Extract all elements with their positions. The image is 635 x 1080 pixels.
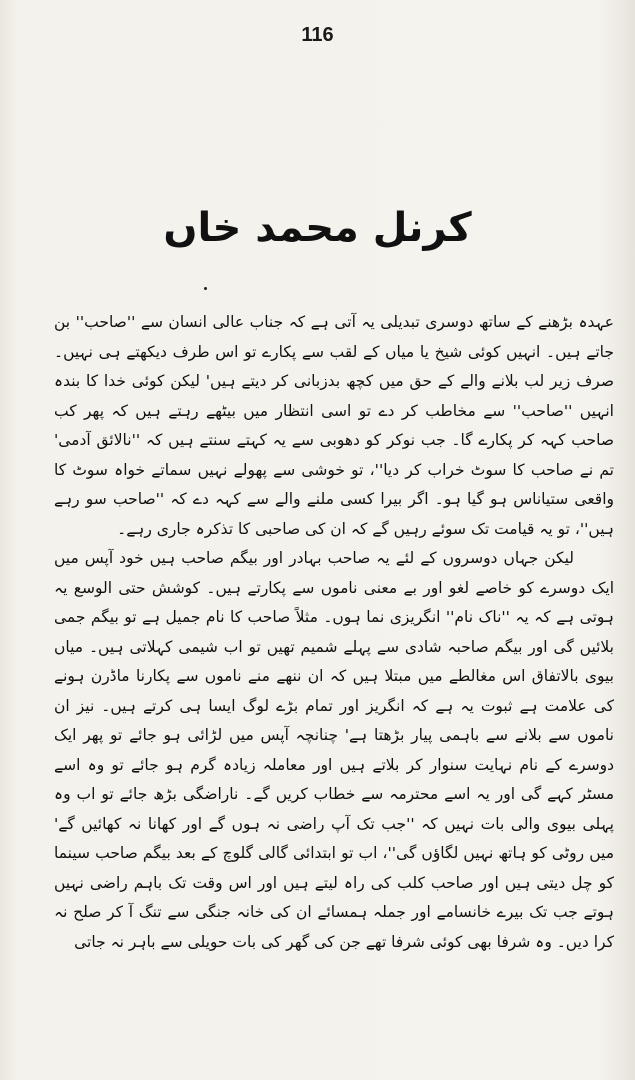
paragraph-1: عہدہ بڑھنے کے ساتھ دوسری تبدیلی یہ آتی ہے کہ جناب عالی انسان سے ''صاحب'' بن جاتے ہیں۔ انہیں کوئی شیخ یا میاں کے لقب سے پکارے تو اس طرف دیکھتے ہی نہیں۔ صرف زیر لب بلانے والے کے حق میں کچھ بدزبانی کر دیتے ہیں' لیکن کوئی خدا کا بندہ انہیں ''صاحب'' سے مخاطب کر دے تو اسی انتظار میں بیٹھے رہتے ہیں کہ پھر کب صاحب کہہ کر پکارے گا۔ جب نوکر کو دھوبی سے یہ کہتے سنتے ہیں کہ ''نالائق آدمی' تم نے صاحب کا سوٹ خراب کر دیا''، تو خوشی سے پھولے نہیں سماتے خواہ سوٹ کا واقعی ستیاناس ہو گیا ہو۔ اگر بیرا کسی ملنے والے سے کہہ دے کہ ''صاحب سو رہے ہیں''، تو یہ قیامت تک سوئے رہیں گے کہ ان کی صاحبی کا تذکرہ جاری رہے۔	[54, 313, 614, 538]
body-text	[54, 308, 614, 957]
ink-dot	[204, 287, 207, 290]
paragraph-2: لیکن جہاں دوسروں کے لئے یہ صاحب بہادر اور بیگم صاحب ہیں خود آپس میں ایک دوسرے کو خاصے لغو اور بے معنی ناموں سے پکارتے ہیں۔ کوشش حتی الوسع یہ ہوتی ہے کہ یہ ''ناک نام'' انگریزی نما ہوں۔ مثلاً صاحب کا نام جمیل ہے تو بیگم جمی بلائیں گی اور بیگم صاحبہ شادی سے پہلے شمیم تھیں تو اب شیمی کہلاتی ہیں۔ میاں بیوی بالاتفاق اس مغالطے میں مبتلا ہیں کہ ان ننھے منے ناموں سے پکارنا ماڈرن ہونے کی علامت ہے ثبوت یہ ہے کہ انگریز اور تمام بڑے لوگ ایسا ہی کرتے ہیں۔ نیز ان ناموں سے بلانے سے باہمی پیار بڑھتا ہے' چنانچہ آپس میں لڑائی ہو جائے تو پھر ایک دوسرے کے نام نہایت سنوار کر بلاتے ہیں اور معاملہ زیادہ گرم ہو جائے تو وہ اسے مسٹر کہے گی اور یہ اسے محترمہ سے خطاب کریں گے۔ ناراضگی بڑھ جائے تو اب وہ پہلی بیوی والی بات نہیں کہ ''جب تک آپ راضی نہ ہوں گے اور کھانا نہ کھائیں گے' میں روٹی کو ہاتھ نہیں لگاؤں گی''، اب تو ابتدائی گالی گلوچ کے بعد بیگم صاحب سینما کو چل دیتی ہیں اور صاحب کلب کی راہ لیتے ہیں اور اس وقت تک باہم راضی نہیں ہوتے جب تک بیرے خانسامے اور جملہ ہمسائے ان کی خانہ جنگی سے تنگ آ کر صلح نہ کرا دیں۔ وہ شرفا بھی کوئی شرفا تھے جن کی گھر کی بات حویلی سے باہر نہ جاتی	[54, 549, 614, 951]
chapter-title: کرنل محمد خاں	[163, 205, 472, 251]
page-number: 116	[301, 24, 334, 46]
